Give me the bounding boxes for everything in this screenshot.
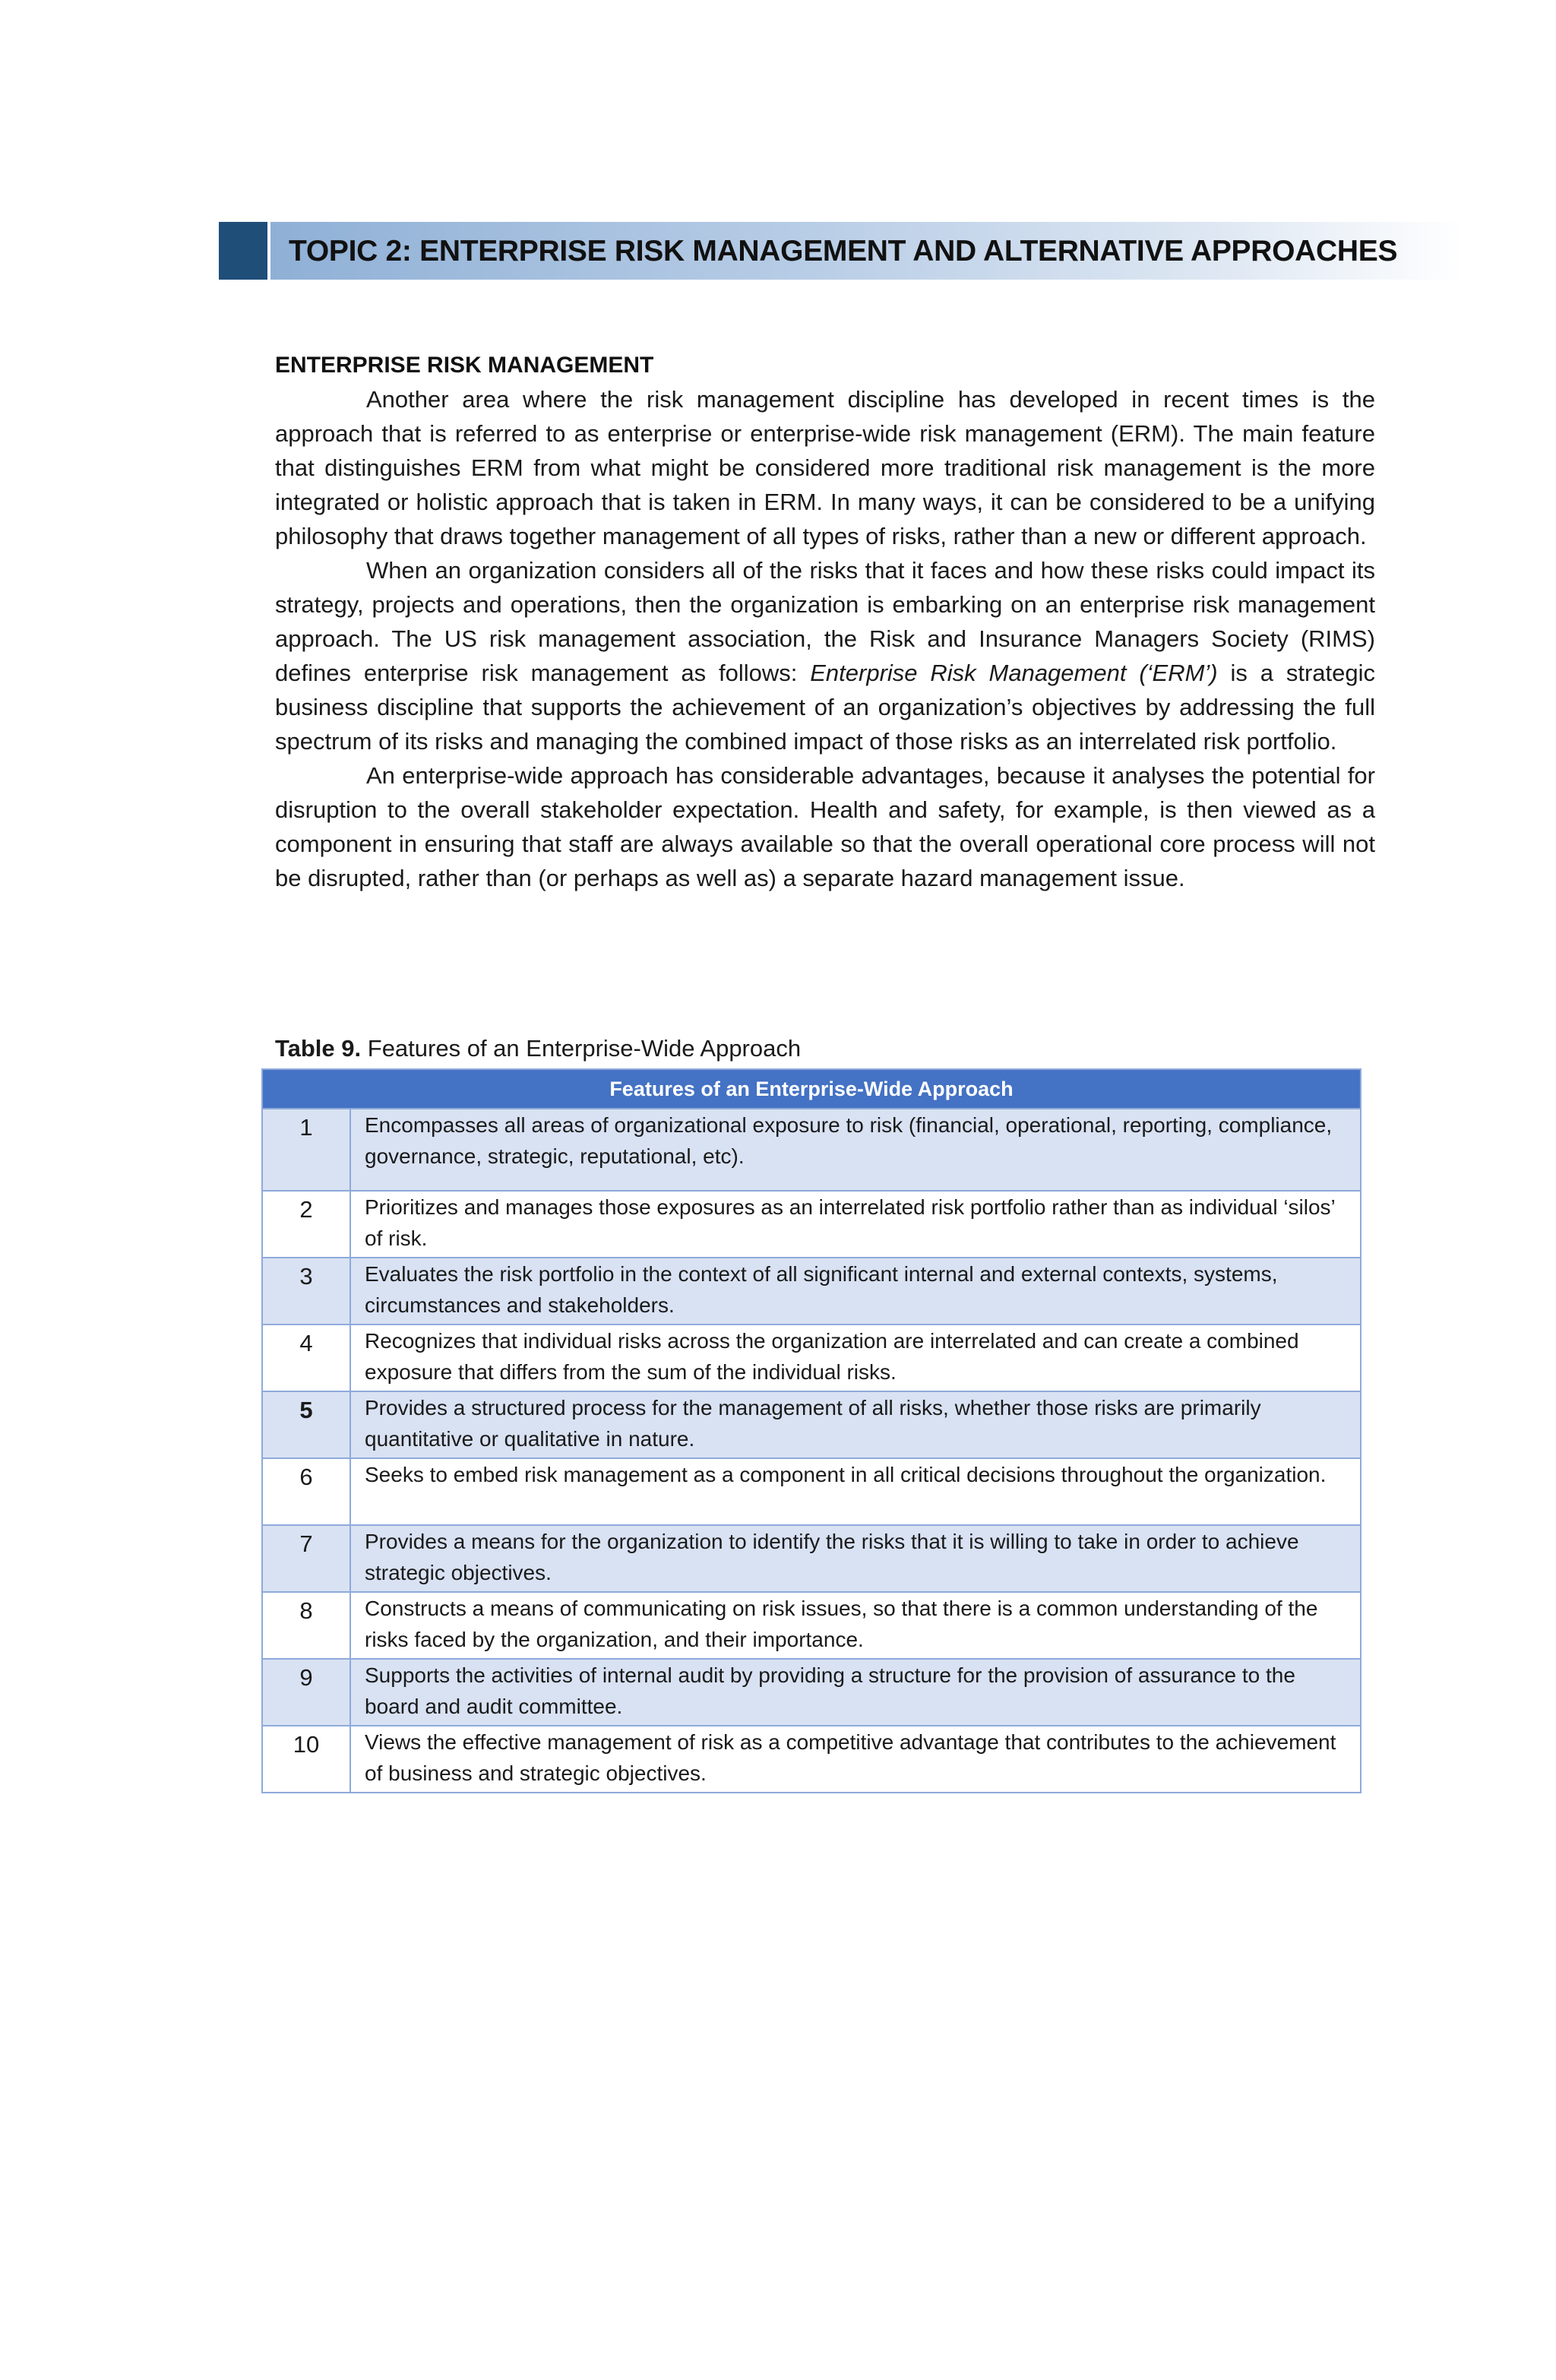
row-text: Recognizes that individual risks across the organization are interrelated and can create a combined exposure that differs from the sum of the individual risks.	[350, 1325, 1361, 1391]
features-table	[261, 1068, 1362, 1793]
row-text: Seeks to embed risk management as a component in all critical decisions throughout the organization.	[350, 1458, 1361, 1525]
row-number: 2	[262, 1191, 350, 1258]
row-text: Encompasses all areas of organizational exposure to risk (financial, operational, reporting, compliance, governance, strategic, reputational, etc).	[350, 1109, 1361, 1191]
table-caption-label: Table 9.	[275, 1035, 362, 1062]
row-text: Evaluates the risk portfolio in the context of all significant internal and external contexts, systems, circumstances and stakeholders.	[350, 1258, 1361, 1325]
table-header: Features of an Enterprise-Wide Approach	[262, 1069, 1361, 1109]
section-content	[275, 348, 1375, 895]
table-row	[262, 1592, 1361, 1659]
row-number: 8	[262, 1592, 350, 1659]
topic-title: TOPIC 2: ENTERPRISE RISK MANAGEMENT AND ALTERNATIVE APPROACHES	[289, 235, 1398, 267]
topic-header	[219, 222, 1465, 280]
table-row	[262, 1258, 1361, 1325]
table-caption	[275, 1032, 801, 1065]
table-row	[262, 1109, 1361, 1191]
table-row	[262, 1726, 1361, 1793]
table-caption-text: Features of an Enterprise-Wide Approach	[361, 1035, 802, 1062]
row-number: 9	[262, 1659, 350, 1726]
table-row	[262, 1391, 1361, 1458]
row-text: Constructs a means of communicating on risk issues, so that there is a common understanding of the risks faced by the organization, and their importance.	[350, 1592, 1361, 1659]
paragraph-1: Another area where the risk management discipline has developed in recent times is the approach that is referred to as enterprise or enterprise-wide risk management (ERM). The main feature that distinguishes ERM from what might be considered more traditional risk management is the more integrated or holistic approach that is taken in ERM. In many ways, it can be considered to be a unifying philosophy that draws together management of all types of risks, rather than a new or different approach.	[275, 386, 1375, 549]
row-number: 7	[262, 1525, 350, 1592]
paragraph-2-italic-term: Enterprise Risk Management (‘ERM’)	[810, 660, 1218, 686]
paragraph-2-text-b: is a strategic business discipline that supports the achievement of an organization’s objectives by addressing the full spectrum of its risks and managing the combined impact of those risks as an interrelated risk portfolio.	[275, 660, 1375, 755]
row-number: 4	[262, 1325, 350, 1391]
row-text: Supports the activities of internal audit by providing a structure for the provision of assurance to the board and audit committee.	[350, 1659, 1361, 1726]
table-row	[262, 1325, 1361, 1391]
section-heading: ENTERPRISE RISK MANAGEMENT	[275, 353, 654, 378]
row-number: 6	[262, 1458, 350, 1525]
topic-marker-square	[219, 222, 267, 280]
row-number: 1	[262, 1109, 350, 1191]
table-row	[262, 1659, 1361, 1726]
table-row	[262, 1458, 1361, 1525]
row-text: Provides a structured process for the management of all risks, whether those risks are primarily quantitative or qualitative in nature.	[350, 1391, 1361, 1458]
row-number: 5	[262, 1391, 350, 1458]
paragraph-2	[275, 553, 1375, 758]
row-text: Provides a means for the organization to identify the risks that it is willing to take in order to achieve strategic objectives.	[350, 1525, 1361, 1592]
row-text: Views the effective management of risk as a competitive advantage that contributes to the achievement of business and strategic objectives.	[350, 1726, 1361, 1793]
paragraph-3: An enterprise-wide approach has considerable advantages, because it analyses the potential for disruption to the overall stakeholder expectation. Health and safety, for example, is then viewed as a component in ensuring that staff are always available so that the overall operational core process will not be disrupted, rather than (or perhaps as well as) a separate hazard management issue.	[275, 762, 1375, 891]
table-row	[262, 1191, 1361, 1258]
table-row	[262, 1525, 1361, 1592]
row-number: 10	[262, 1726, 350, 1793]
paragraph-2-text-a: When an organization considers all of the risks that it faces and how these risks could impact its strategy, projects and operations, then the organization is embarking on an enterprise risk management approach. The US risk management association, the Risk and Insurance Managers Society (RIMS) defines enterprise risk management as follows:	[275, 557, 1375, 686]
row-number: 3	[262, 1258, 350, 1325]
row-text: Prioritizes and manages those exposures as an interrelated risk portfolio rather than as individual ‘silos’ of risk.	[350, 1191, 1361, 1258]
